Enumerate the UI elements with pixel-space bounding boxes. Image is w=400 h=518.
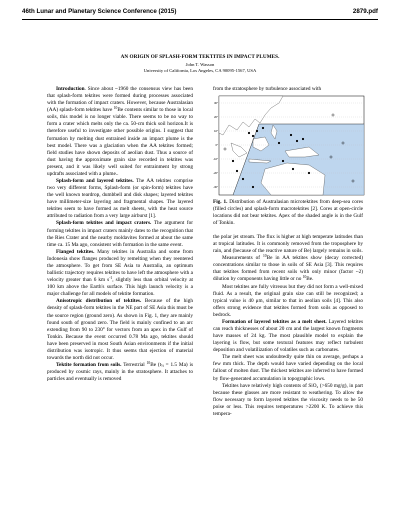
sample-point (236, 170, 238, 172)
paragraph-text: Terrestrial (121, 362, 147, 369)
paragraph-text: Measurements of (222, 255, 263, 262)
thin-sheet-paragraph: The melt sheet was undoubtedly quite thin on average, perhaps a few mm thick. The depth would have varied depending on the local fallout of molten dust. The thickest tektites are inferred to have formed by flow-generated accumulation in topographic lows. (213, 354, 363, 382)
paragraph-text: Because of the high density of splash-form tektites in the NE part of SE Asia this must be the source region (ground zero). As shown in Fig. 1, they are mainly found south of ground zero. The field is mainly confined to an arc extending from 90 to 230° for vectors from an apex in the Gulf of Tonkin. Because the event occurred 0.78 Ma ago, tektites should have been preserved in most South Asian environments if the initial distribution was isotropic. It thus seems that ejection of material towards the north did not occur. (47, 298, 193, 361)
melt-sheet-paragraph (213, 319, 363, 354)
superscript: 10 (113, 106, 118, 111)
conference-name: 46th Lunar and Planetary Science Conference (2015) (22, 8, 177, 15)
section-heading: Flanged tektites. (56, 248, 95, 255)
section-heading: Tektite formation from soils. (56, 362, 122, 369)
figure-caption (213, 199, 363, 227)
sample-point (308, 172, 310, 174)
sample-point (296, 140, 298, 142)
sample-point (252, 135, 254, 137)
latitude-label: 0° (215, 144, 218, 148)
section-heading: Splash-form tektites and impact craters. (56, 220, 152, 227)
sample-point (290, 134, 292, 136)
anisotropic-paragraph (47, 298, 193, 362)
splash-layered-paragraph (47, 178, 193, 220)
sample-point (278, 142, 280, 144)
latitude-label: 20° (214, 116, 218, 120)
superscript: 10 (302, 275, 307, 280)
paragraph-text: The AA tektites comprise two very different forms, Splash-form (or spin-form) tektites have the well known teardrop, dumbbell and disk shapes; layered tektites have millimeter-size layering and fragmental shapes. The layered tektites seem to have formed as melt sheets, with the heat source attributed to radiation from a very large airburst [1]. (47, 178, 193, 220)
sample-point (262, 127, 264, 129)
sample-point (232, 160, 234, 162)
intro-paragraph (47, 86, 193, 178)
polar-jet-paragraph: the polar jet stream. The flux is higher at high temperate latitudes than at tropical latitudes. It is commonly removed from the troposphere by rain, and (because of the reactive nature of Be) largely remains in soils. (213, 234, 363, 255)
section-heading: Anisotropic distribution of tektites. (56, 298, 142, 305)
author-name: John T. Wasson (185, 62, 215, 67)
sample-point (252, 186, 254, 188)
right-column-top (213, 86, 363, 93)
soils-paragraph (47, 362, 193, 383)
intro-heading: Introduction (56, 86, 85, 92)
paragraph-text-cont: , slightly less than orbital velocity at 100 km above the Earth's surface. This high launch velocity is a major challenge for all models of tektite formation. (47, 277, 193, 298)
left-column (47, 86, 193, 383)
sample-point (248, 132, 250, 134)
caption-text: Distribution of Australasian microtektites from deep-sea cores (filled circles) and splash-form macrotektites [2]. Cores at open-circle locations did not bear tektites. Apex of the shaded angle is in the Gulf of Tonkin. (213, 199, 363, 227)
right-column-lower (213, 234, 363, 418)
measurements-paragraph (213, 255, 363, 283)
intro-text-cont: Be contents similar to those in local soils, this model is no longer viable. There seems to be no way to form a crater which melts only the ca. 50-cm thick soil horizon.It is therefore useful to investigate other possible origins. I suggest that formation by melting dust entrained inside an impact plume is the best model. There was a glaciation when the AA tektites formed; field studies have shown deposits of aeolian dust. Thus a source of dust having the approximate grain size recorded in tektites was present, and it was likely well suited for entrainment by strong updrafts associated with a plume.. (47, 107, 193, 177)
continued-line: from the stratosphere by turbulence associated with (213, 86, 322, 92)
paper-number: 2879.pdf (352, 8, 378, 15)
superscript: 10 (262, 254, 267, 259)
paragraph-text-cont: Be (t (150, 362, 162, 369)
map-svg (213, 95, 365, 196)
page-header (22, 6, 378, 30)
paragraph-text: The argument for forming tektites in impact craters mainly dates to the recognition that the Ries Crater and the nearby moldavites formed at about the same time ca. 15 Ma ago, consistent with formation in the same event. (47, 220, 194, 248)
superscript: -1 (109, 276, 113, 281)
sio2-paragraph: Tektites have relatively high contents of SiO₂ (>650 mg/g), in part because these glasses are more resistant to weathering. To allow the flow necessary to form layered tektites the viscosity needs to be 50 poise or less. This requires temperatures >2200 K. To achieve this tempera- (213, 382, 363, 417)
author-affiliation: University of California, Los Angeles, CA 90095-1567, USA (143, 68, 257, 73)
paragraph-text: Layered tektites can reach thicknesses of about 20 cm and the largest known fragments have masses of 24 kg. The most plausible model to explain the layering is flow, but some textural features may reflect turbulent deposition and volatilization of volatiles such as carbonates. (213, 318, 364, 354)
superscript: 10 (146, 361, 151, 366)
caption-label: Fig. 1. (213, 199, 228, 205)
title-block (22, 54, 378, 73)
header-rule (22, 19, 378, 20)
sample-point (242, 178, 244, 180)
latitude-label: 10° (214, 130, 218, 134)
sample-point (292, 168, 294, 170)
sample-point (282, 160, 284, 162)
paragraph-text-cont: = 1.5 Ma) is produced by cosmic rays, mainly in the stratosphere. It attaches to particles and eventually is removed (47, 362, 193, 383)
paper-title: AN ORIGIN OF SPLASH-FORM TEKTITES IN IMPACT PLUMES. (120, 54, 280, 60)
latitude-label: -30° (213, 186, 218, 190)
subscript: ½ (161, 364, 164, 369)
sample-point (302, 138, 304, 140)
latitude-label: -20° (213, 172, 218, 176)
latitude-label: -10° (213, 158, 218, 162)
section-heading: Splash-form and layered tektites. (56, 178, 134, 185)
vitreous-paragraph: Most tektites are fully vitreous but they did not form a well-mixed fluid. As a result, the original grain size can still be recognized; a typical value is 40 μm, similar to that in aeolian soils [4]. This also offers strong evidence that tektites formed from soils as opposed to bedrock. (213, 283, 363, 318)
latitude-label: 30° (214, 102, 218, 106)
paragraph-text-cont: Be. (306, 276, 314, 283)
flanged-paragraph (47, 249, 193, 299)
section-heading: Formation of layered tektites as a melt sheet. (222, 318, 327, 325)
paragraph-text: Many tektites in Australia and some from Indonesia show flanges produced by remelting when they reentered the atmosphere. To get from SE Asia to Australia, an optimum ballistic trajectory requires tektites to have left the atmosphere with a velocity greater than 6 km s (47, 248, 193, 284)
paragraph-text-cont: Be in AA tektites show (decay corrected) concentrations similar to those in soils of SE Asia [3]. This requires that tektites formed from recent soils with only minor (factor ~2) dilution by components having little or no (213, 255, 363, 283)
intro-text: . Since about ~1960 the consensus view has been that splash-form tektites were formed during processes associated with the formation of impact craters. However, because Australasian (AA) splash-form tektites have (47, 86, 193, 114)
impact-craters-paragraph (47, 220, 193, 248)
figure-1-map (213, 95, 365, 196)
